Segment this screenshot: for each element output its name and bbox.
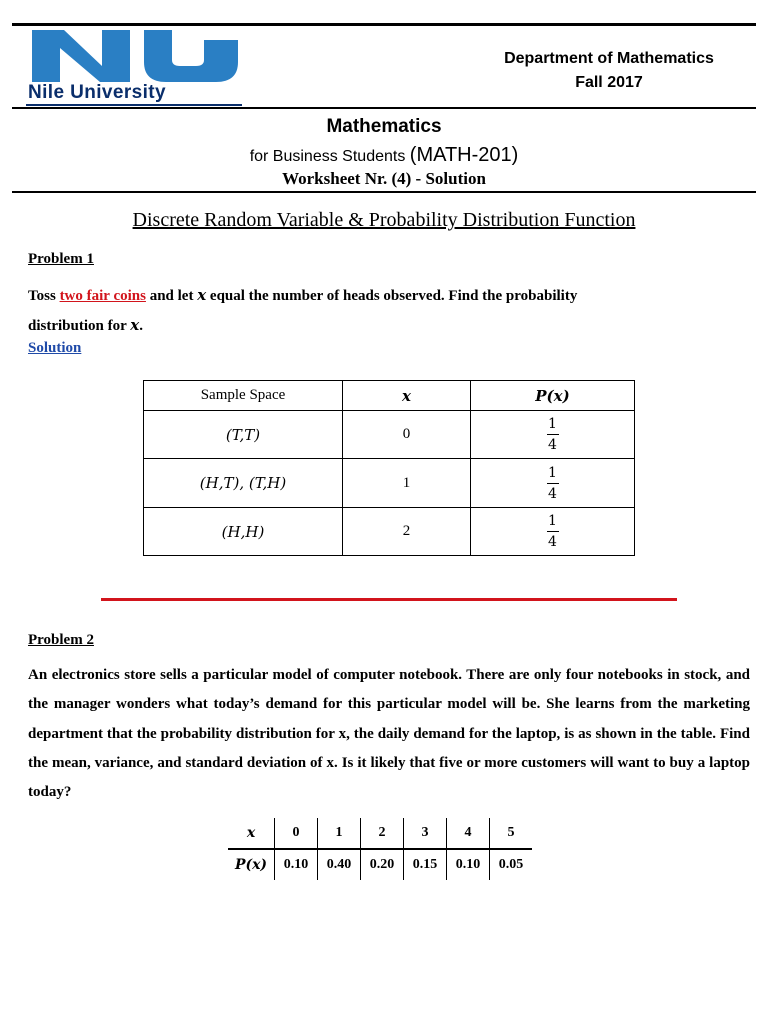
course-code: (MATH-201): [409, 144, 519, 166]
sample-cell: (T,T): [144, 411, 343, 459]
course-subtitle: for Business Students: [249, 148, 406, 165]
frac-bar: [547, 483, 559, 484]
course-title: Mathematics: [326, 116, 442, 137]
header-sample-space: Sample Space: [144, 381, 343, 411]
p-value: 0.15: [404, 849, 447, 880]
nu-logo-icon: [26, 28, 248, 84]
problem1-text-mid: and let: [145, 288, 198, 304]
problem2-heading: Problem 2: [28, 632, 94, 648]
table-row: [144, 459, 635, 508]
sample-cell: (H,H): [144, 508, 343, 556]
x-value: 3: [404, 818, 447, 849]
table-row: [144, 411, 635, 459]
p-row: [228, 849, 532, 880]
frac-num: 1: [548, 416, 557, 432]
worksheet-title: Worksheet Nr. (4) - Solution: [282, 169, 486, 188]
x-value: 1: [318, 818, 361, 849]
problem1-heading: Problem 1: [28, 251, 94, 267]
p-value: 0.10: [275, 849, 318, 880]
problem1-text: [28, 281, 750, 341]
problem1-var: x: [197, 286, 207, 304]
p-value: 0.20: [361, 849, 404, 880]
p-value: 0.05: [490, 849, 533, 880]
x-cell: 2: [343, 508, 471, 556]
section-divider: [101, 598, 677, 601]
header-px: P(x): [471, 381, 635, 411]
course-subtitle-line: [0, 144, 768, 167]
problem1-text-before: Toss: [28, 288, 60, 304]
x-value: 5: [490, 818, 533, 849]
p-cell: [471, 459, 635, 508]
department-name: Department of Mathematics: [504, 50, 714, 67]
title-rule: [12, 191, 756, 193]
problem1-highlight: two fair coins: [59, 288, 146, 304]
p-value: 0.40: [318, 849, 361, 880]
topic-title: Discrete Random Variable & Probability Distribution Function: [132, 209, 636, 231]
p-value: 0.10: [447, 849, 490, 880]
table-row: [144, 508, 635, 556]
header-x: x: [343, 381, 471, 411]
frac-den: 4: [548, 485, 557, 502]
x-value: 0: [275, 818, 318, 849]
problem2-text: An electronics store sells a particular model of computer notebook. There are only four notebooks in stock, and the manager wonders what today’s demand for this particular model will be. She learns from the marketing department that the probability distribution for x, the daily demand for the laptop, is as shown in the table. Find the mean, variance, and standard deviation of x. Is it likely that five or more customers will want to buy a laptop today?: [28, 667, 750, 801]
p-cell: [471, 411, 635, 459]
solution-link[interactable]: Solution: [28, 340, 82, 356]
problem1-line2-var: x: [130, 316, 140, 334]
x-row: [228, 818, 532, 849]
frac-den: 4: [548, 437, 557, 453]
sample-cell: (H,T), (T,H): [144, 459, 343, 508]
problem1-text-after: equal the number of heads observed. Find the probability: [206, 288, 578, 304]
x-cell: 0: [343, 411, 471, 459]
frac-num: 1: [548, 464, 557, 481]
p-label: P(x): [228, 849, 275, 880]
x-value: 4: [447, 818, 490, 849]
x-cell: 1: [343, 459, 471, 508]
header-top-rule: [12, 23, 756, 26]
problem1-line2-after: .: [139, 318, 143, 334]
demand-distribution-table: [228, 818, 532, 880]
p-cell: [471, 508, 635, 556]
frac-bar: [547, 434, 559, 435]
logo-underline: [26, 104, 242, 106]
problem1-line2-before: distribution for: [28, 318, 131, 334]
term: Fall 2017: [575, 74, 643, 91]
department-block: [459, 47, 759, 95]
frac-num: 1: [548, 513, 557, 529]
header-bottom-rule: [12, 107, 756, 109]
logo-wordmark: Nile University: [28, 82, 166, 103]
x-value: 2: [361, 818, 404, 849]
x-label: x: [246, 825, 256, 841]
frac-den: 4: [548, 534, 557, 550]
sample-space-table: [143, 380, 635, 556]
table-header-row: [144, 381, 635, 411]
frac-bar: [547, 531, 559, 532]
